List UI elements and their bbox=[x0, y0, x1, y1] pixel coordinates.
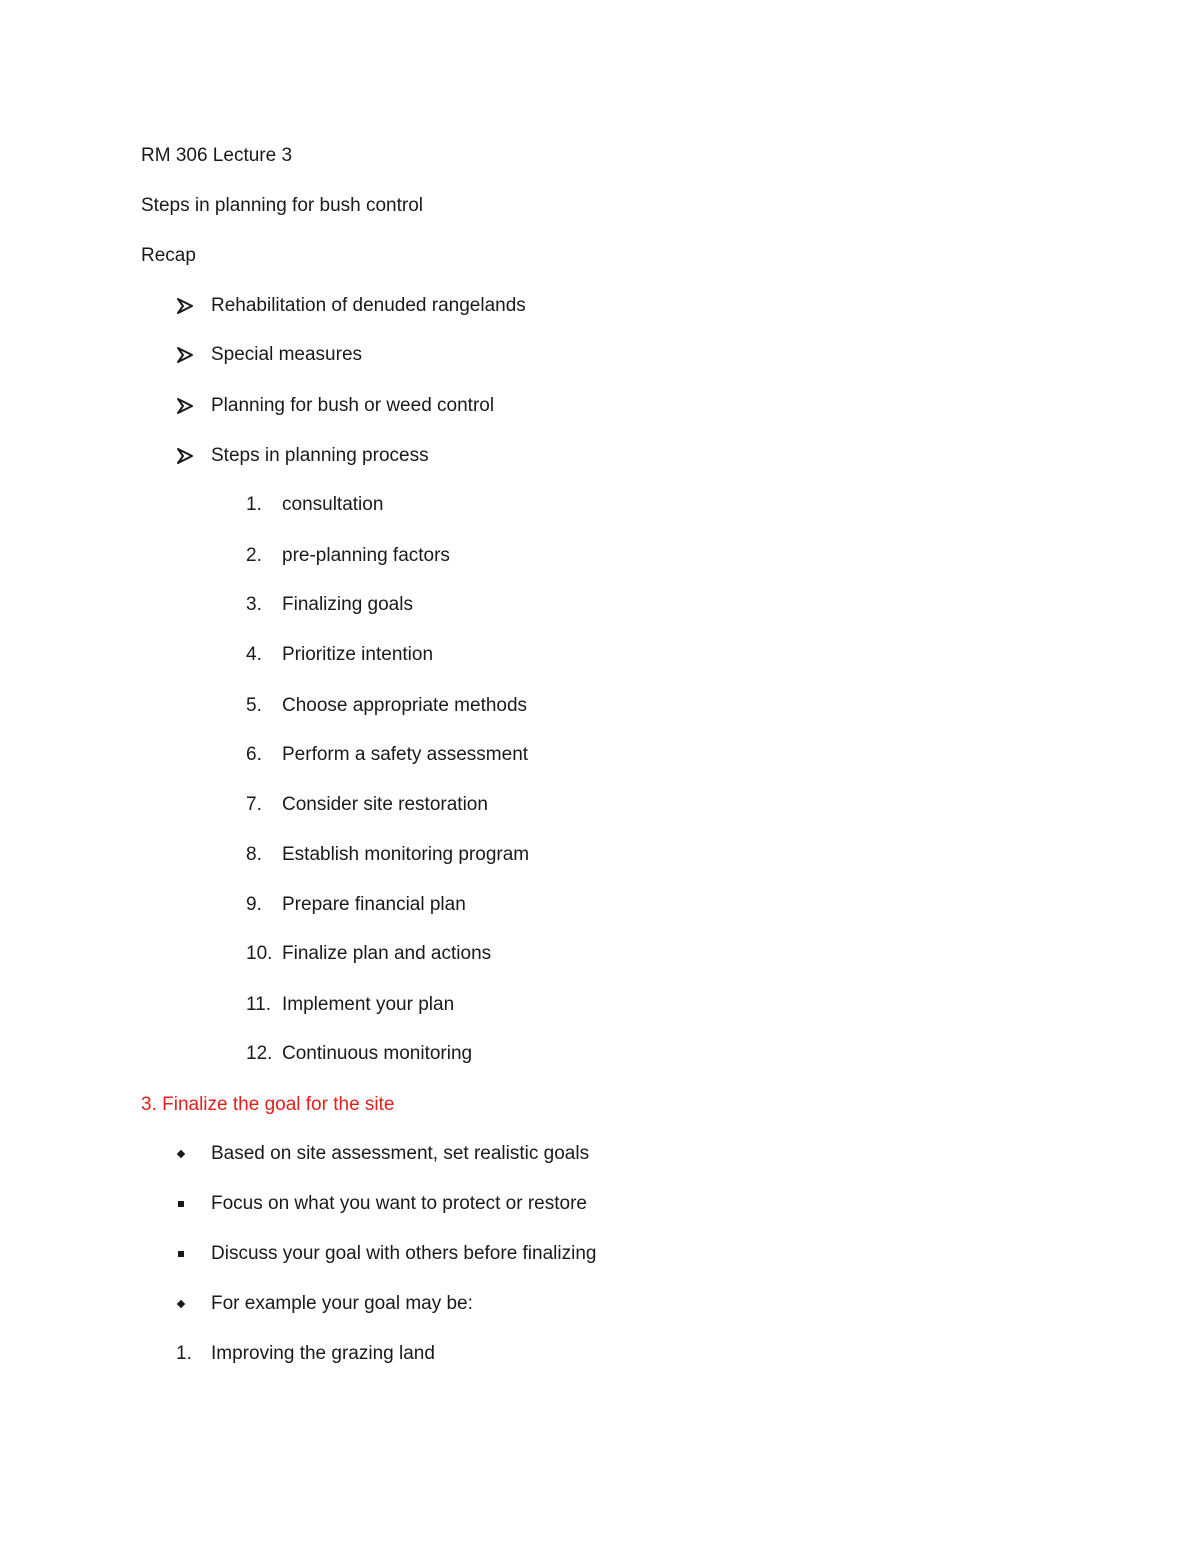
recap-heading: Recap bbox=[141, 245, 196, 266]
diamond-bullet-icon bbox=[177, 1300, 185, 1308]
step-number: 5. bbox=[246, 695, 262, 716]
step-number: 2. bbox=[246, 545, 262, 566]
step-number: 3. bbox=[246, 594, 262, 615]
step-text: Implement your plan bbox=[282, 994, 455, 1015]
arrow-bullet-icon bbox=[176, 343, 194, 367]
bullet-text: For example your goal may be: bbox=[211, 1293, 473, 1314]
bullet-text: Based on site assessment, set realistic goals bbox=[211, 1143, 590, 1164]
step-text: Prioritize intention bbox=[282, 644, 434, 665]
step-text: Choose appropriate methods bbox=[282, 695, 528, 716]
step-number: 9. bbox=[246, 894, 262, 915]
step-text: Consider site restoration bbox=[282, 794, 488, 815]
arrow-bullet-icon bbox=[176, 444, 194, 468]
example-number: 1. bbox=[176, 1343, 192, 1364]
step-text: Finalizing goals bbox=[282, 594, 413, 615]
recap-item-text: Steps in planning process bbox=[211, 445, 429, 466]
square-bullet-icon bbox=[178, 1201, 184, 1207]
step-number: 10. bbox=[246, 943, 273, 964]
square-bullet-icon bbox=[178, 1251, 184, 1257]
step-number: 4. bbox=[246, 644, 262, 665]
step-text: Continuous monitoring bbox=[282, 1043, 473, 1064]
step-text: consultation bbox=[282, 494, 384, 515]
diamond-bullet-icon bbox=[177, 1150, 185, 1158]
section-heading: 3. Finalize the goal for the site bbox=[141, 1094, 395, 1115]
step-text: Perform a safety assessment bbox=[282, 744, 529, 765]
step-number: 8. bbox=[246, 844, 262, 865]
bullet-text: Focus on what you want to protect or restore bbox=[211, 1193, 587, 1214]
recap-item-text: Planning for bush or weed control bbox=[211, 395, 495, 416]
step-number: 7. bbox=[246, 794, 262, 815]
example-text: Improving the grazing land bbox=[211, 1343, 435, 1364]
step-text: pre-planning factors bbox=[282, 545, 450, 566]
step-number: 6. bbox=[246, 744, 262, 765]
arrow-bullet-icon bbox=[176, 394, 194, 418]
step-text: Prepare financial plan bbox=[282, 894, 466, 915]
step-text: Establish monitoring program bbox=[282, 844, 530, 865]
document-subtitle: Steps in planning for bush control bbox=[141, 195, 424, 216]
bullet-text: Discuss your goal with others before finalizing bbox=[211, 1243, 597, 1264]
step-number: 1. bbox=[246, 494, 262, 515]
document-title: RM 306 Lecture 3 bbox=[141, 145, 293, 166]
recap-item-text: Special measures bbox=[211, 344, 363, 365]
arrow-bullet-icon bbox=[176, 294, 194, 318]
step-text: Finalize plan and actions bbox=[282, 943, 492, 964]
recap-item-text: Rehabilitation of denuded rangelands bbox=[211, 295, 526, 316]
step-number: 11. bbox=[246, 994, 272, 1015]
step-number: 12. bbox=[246, 1043, 273, 1064]
